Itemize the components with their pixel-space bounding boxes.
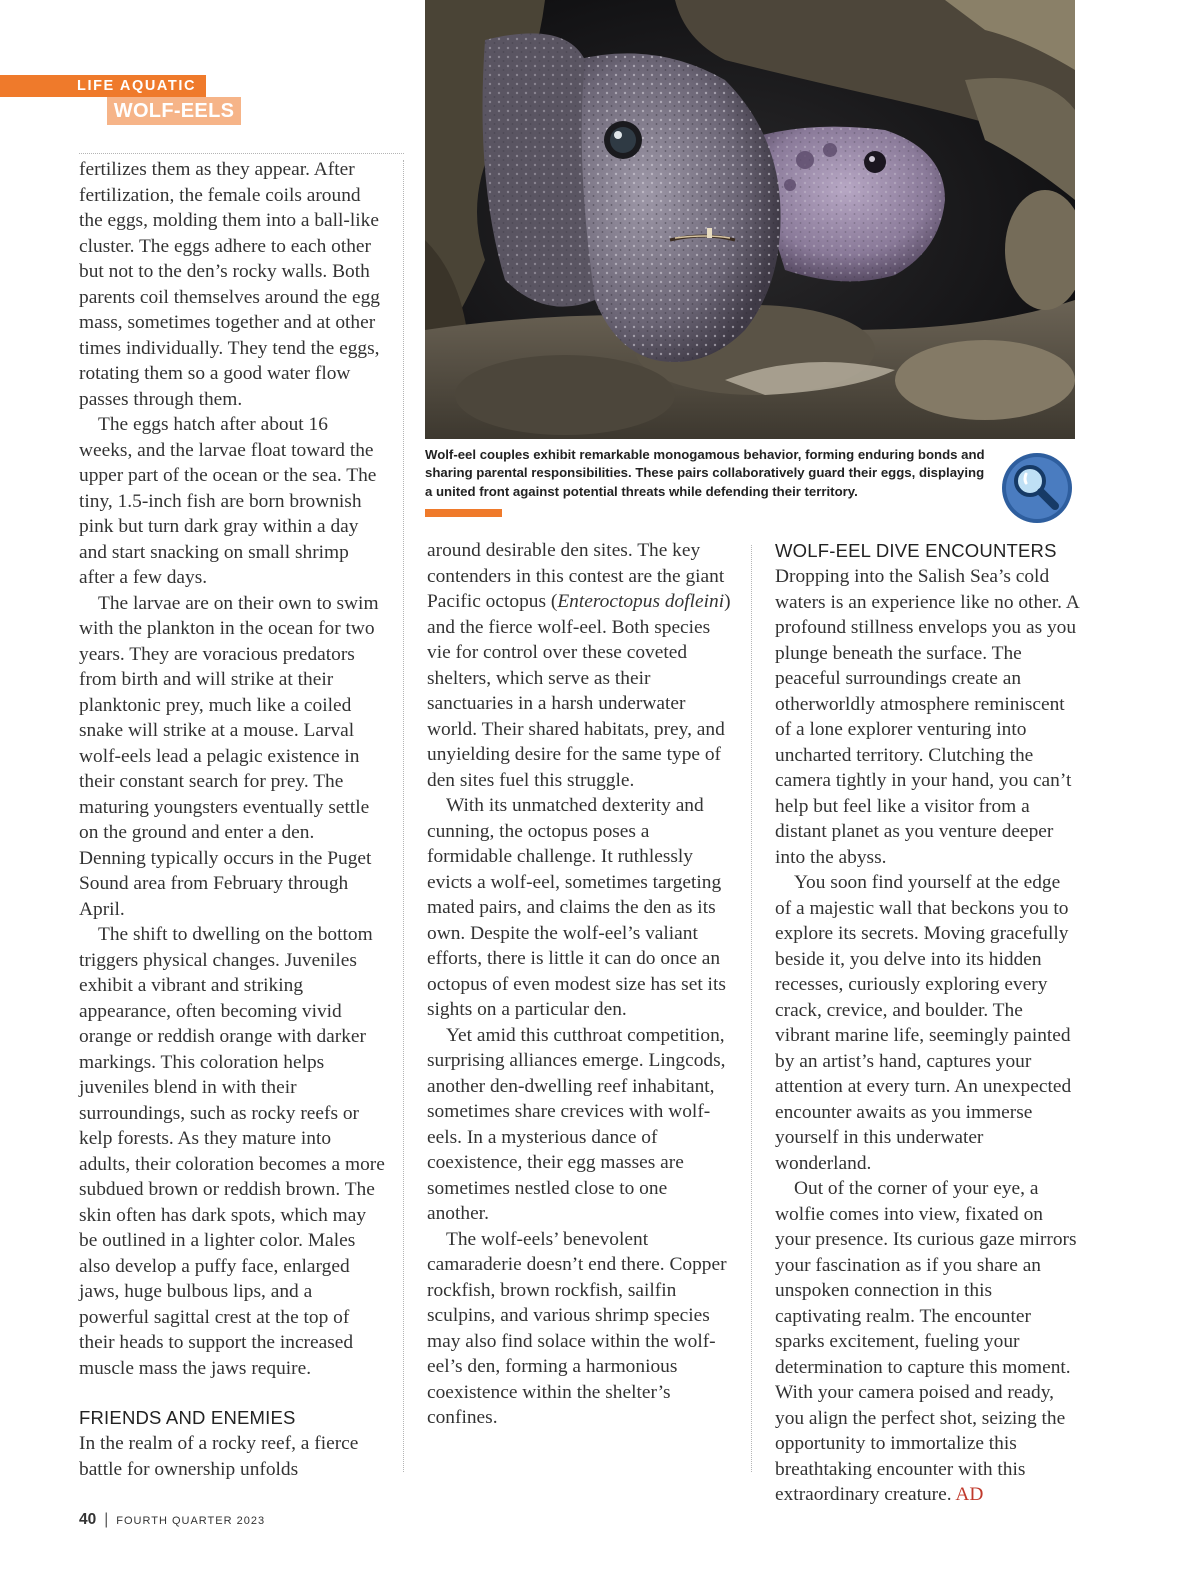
column-divider-2 <box>751 545 752 1472</box>
topic-tag: WOLF-EELS <box>107 97 241 125</box>
footer-separator: | <box>104 1511 109 1528</box>
paragraph: With its unmatched dexterity and cunning, the octopus poses a formidable challenge. It ruthlessly evicts a wolf-eel, sometimes targeting mated pairs, and claims the den as its own. Despite the wolf-eel’s valiant efforts, there is little it can do once an octopus of even modest size has set its sights on a particular den. <box>427 795 726 1020</box>
paragraph <box>775 1176 1081 1508</box>
magnifier-icon[interactable] <box>998 452 1076 524</box>
header-rule <box>79 153 404 154</box>
caption-accent-bar <box>425 509 502 517</box>
section-heading: WOLF-EEL DIVE ENCOUNTERS <box>775 540 1057 561</box>
text-run: around desirable den sites. The key contenders in this contest are the giant Pacific octopus ( <box>427 540 725 612</box>
paragraph: The eggs hatch after about 16 weeks, and the larvae float toward the upper part of the ocean or the sea. The tiny, 1.5-inch fish are born brownish pink but turn dark gray within a day and start snacking on small shrimp after a few days. <box>79 414 377 588</box>
paragraph: Dropping into the Salish Sea’s cold waters is an experience like no other. A profound stillness envelops you as you plunge beneath the surface. The peaceful surroundings create an otherworldly atmosphere reminiscent of a lone explorer venturing into uncharted territory. Clutching the camera tightly in your hand, you can’t help but feel like a visitor from a distant planet as you venture deeper into the abyss. <box>775 566 1079 868</box>
author-signoff: AD <box>955 1484 984 1505</box>
paragraph: The wolf-eels’ benevolent camaraderie doesn’t end there. Copper rockfish, brown rockfish, sailfin sculpins, and various shrimp species may also find solace within the wolf-eel’s den, forming a harmonious coexistence within the shelter’s confines. <box>427 1228 727 1428</box>
scientific-name: Enteroctopus dofleini <box>557 591 725 612</box>
paragraph: The larvae are on their own to swim with the plankton in the ocean for two years. They are voracious predators from birth and will strike at their planktonic prey, much like a coiled snake will strike at a mouse. Larval wolf-eels lead a pelagic existence in their constant search for prey. The maturing youngsters eventually settle on the ground and enter a den. Denning typically occurs in the Puget Sound area from February through April. <box>79 592 379 920</box>
article-column-2 <box>427 538 733 1431</box>
paragraph: Yet amid this cutthroat competition, surprising alliances emerge. Lingcods, another den-dwelling reef inhabitant, sometimes share crevices with wolf-eels. In a mysterious dance of coexistence, their egg masses are sometimes nestled close to one another. <box>427 1024 726 1224</box>
text-run: ) and the fierce wolf-eel. Both species vie for control over these coveted shelters, which serve as their sanctuaries in a harsh underwater world. Their shared habitats, prey, and unyielding desire for the same type of den sites fuel this struggle. <box>427 591 731 791</box>
page-footer <box>79 1511 265 1529</box>
article-column-1 <box>79 157 385 1482</box>
section-tag: LIFE AQUATIC <box>0 75 206 97</box>
paragraph <box>427 538 733 793</box>
paragraph: The shift to dwelling on the bottom triggers physical changes. Juveniles exhibit a vibrant and striking appearance, often becoming vivid orange or reddish orange with darker markings. This coloration helps juveniles blend in with their surroundings, such as rocky reefs or kelp forests. As they mature into adults, their coloration becomes a more subdued brown or reddish brown. The skin often has dark spots, which may be outlined in a lighter color. Males also develop a puffy face, enlarged jaws, huge bulbous lips, and a powerful sagittal crest at the top of their heads to support the increased muscle mass the jaws require. <box>79 924 385 1379</box>
page-number: 40 <box>79 1511 97 1528</box>
issue-label: FOURTH QUARTER 2023 <box>116 1515 266 1527</box>
paragraph: fertilizes them as they appear. After fertilization, the female coils around the eggs, molding them into a ball-like cluster. The eggs adhere to each other but not to the den’s rocky walls. Both parents coil themselves around the egg mass, sometimes together and at other times individually. They tend the eggs, rotating them so a good water flow passes through them. <box>79 159 380 410</box>
text-run: Out of the corner of your eye, a wolfie comes into view, fixated on your presence. Its curious gaze mirrors your fascination as if you share an unspoken connection in this captivating realm. The encounter sparks excitement, fueling your determination to capture this moment. With your camera poised and ready, you align the perfect shot, seizing the opportunity to immortalize this breathtaking encounter with this extraordinary creature. <box>775 1178 1077 1505</box>
wolf-eel-photo <box>425 0 1075 439</box>
paragraph: You soon find yourself at the edge of a majestic wall that beckons you to explore its secrets. Moving gracefully beside it, you delve into its hidden recesses, curiously exploring every crack, crevice, and boulder. The vibrant marine life, seemingly painted by an artist’s hand, captures your attention at every turn. An unexpected encounter awaits as you immerse yourself in this underwater wonderland. <box>775 872 1072 1174</box>
paragraph: In the realm of a rocky reef, a fierce battle for ownership unfolds <box>79 1433 359 1480</box>
photo-caption: Wolf-eel couples exhibit remarkable monogamous behavior, forming enduring bonds and sharing parental responsibilities. These pairs collaboratively guard their eggs, displaying a united front against potential threats while defending their territory. <box>425 447 985 499</box>
column-divider-1 <box>403 160 404 1472</box>
article-column-3 <box>775 538 1081 1508</box>
section-heading: FRIENDS AND ENEMIES <box>79 1407 296 1428</box>
